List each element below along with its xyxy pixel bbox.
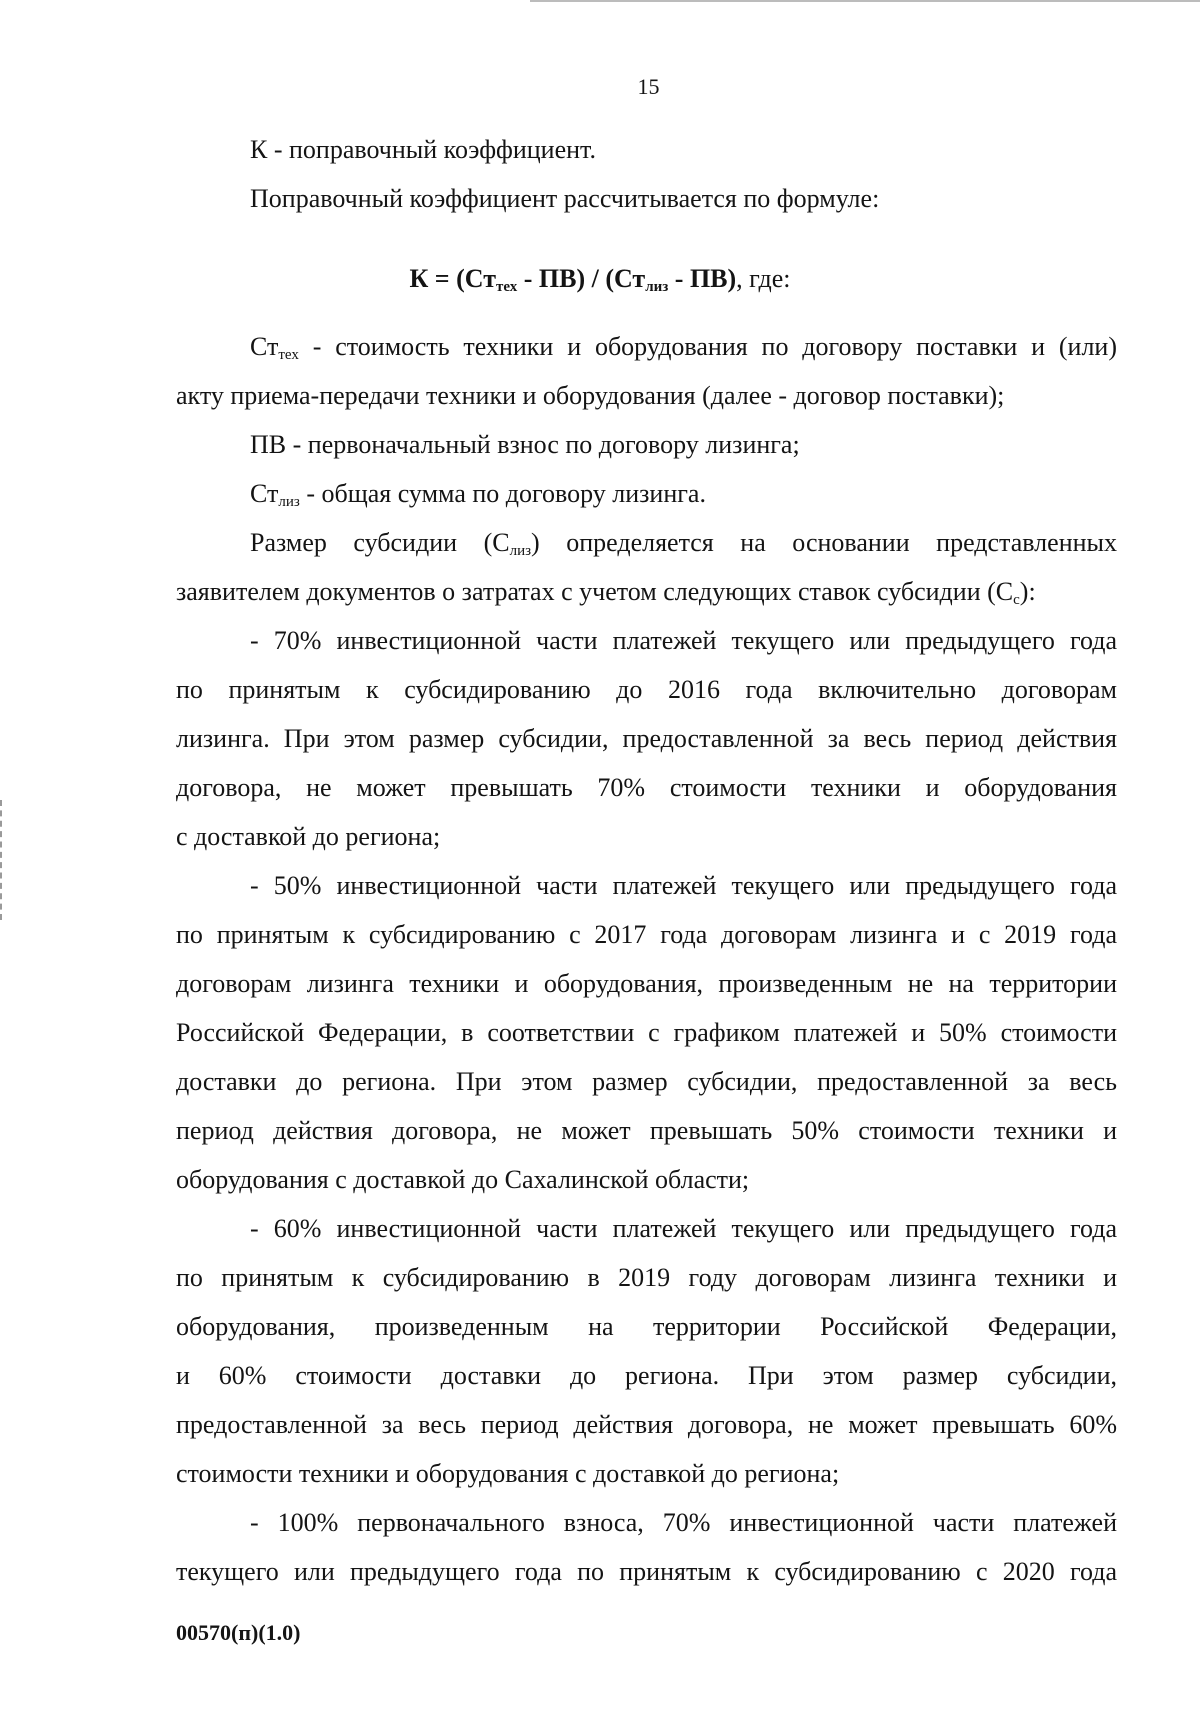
p60-line-5: предоставленной за весь период действия договора, не может превышать 60% <box>176 1410 1117 1439</box>
ct-tex-definition-text: - стоимость техники и оборудования по договору поставки и (или) <box>298 332 1117 361</box>
p50-line-5: доставки до региона. При этом размер субсидии, предоставленной за весь <box>176 1067 1117 1096</box>
subsidy-line-2 <box>176 577 1117 608</box>
ct-tex-subscript: тех <box>278 347 299 363</box>
p50-line-1: - 50% инвестиционной части платежей текущего или предыдущего года <box>250 871 1117 900</box>
subsidy-line-2-a: заявителем документов о затратах с учетом следующих ставок субсидии (С <box>176 577 1014 606</box>
formula-part-mid1: - ПВ) / (Ст <box>517 264 646 293</box>
formula-part-k-eq: К = (Ст <box>409 264 496 293</box>
k-definition: К - поправочный коэффициент. <box>250 135 596 164</box>
subsidy-line-1-a: Размер субсидии (С <box>250 528 510 557</box>
subsidy-line-1-b: ) определяется на основании представленных <box>531 528 1117 557</box>
p60-line-3: оборудования, произведенным на территории Российской Федерации, <box>176 1312 1117 1341</box>
subsidy-liz-subscript: лиз <box>509 543 532 559</box>
ct-symbol: Ст <box>250 479 279 508</box>
p70-line-2: по принятым к субсидированию до 2016 года включительно договорам <box>176 675 1117 704</box>
scan-edge-line <box>530 0 1200 2</box>
p70-line-5: с доставкой до региона; <box>176 822 441 851</box>
document-code: 00570(п)(1.0) <box>176 1620 301 1645</box>
scan-edge-marks <box>0 800 5 920</box>
p100-line-1: - 100% первоначального взноса, 70% инвестиционной части платежей <box>250 1508 1117 1537</box>
p50-line-3: договорам лизинга техники и оборудования, произведенным не на территории <box>176 969 1117 998</box>
k-formula <box>0 264 1200 295</box>
formula-subscript-liz: лиз <box>645 279 669 295</box>
page-number: 15 <box>637 74 660 99</box>
p60-line-4: и 60% стоимости доставки до региона. При этом размер субсидии, <box>176 1361 1117 1390</box>
p70-line-3: лизинга. При этом размер субсидии, предоставленной за весь период действия <box>176 724 1117 753</box>
p60-line-6: стоимости техники и оборудования с доставкой до региона; <box>176 1459 840 1488</box>
p70-line-4: договора, не может превышать 70% стоимости техники и оборудования <box>176 773 1117 802</box>
p70-line-1: - 70% инвестиционной части платежей текущего или предыдущего года <box>250 626 1117 655</box>
ct-liz-definition-text: - общая сумма по договору лизинга. <box>299 479 706 508</box>
p50-line-6: период действия договора, не может превышать 50% стоимости техники и <box>176 1116 1117 1145</box>
ct-tex-definition-line-2: акту приема-передачи техники и оборудования (далее - договор поставки); <box>176 381 1005 410</box>
p60-line-2: по принятым к субсидированию в 2019 году договорам лизинга техники и <box>176 1263 1117 1292</box>
ct-liz-definition <box>176 479 1117 510</box>
p60-line-1: - 60% инвестиционной части платежей текущего или предыдущего года <box>250 1214 1117 1243</box>
subsidy-line-1 <box>176 528 1117 559</box>
k-formula-intro: Поправочный коэффициент рассчитывается по формуле: <box>250 184 880 213</box>
p50-line-7: оборудования с доставкой до Сахалинской области; <box>176 1165 750 1194</box>
ct-symbol: Ст <box>250 332 279 361</box>
subsidy-c-subscript: с <box>1013 592 1020 608</box>
p100-line-2: текущего или предыдущего года по принятым к субсидированию с 2020 года <box>176 1557 1117 1586</box>
ct-liz-subscript: лиз <box>278 494 300 510</box>
ct-tex-definition-line-1 <box>176 332 1117 363</box>
subsidy-line-2-b: ): <box>1019 577 1036 606</box>
formula-suffix: , где: <box>736 264 791 293</box>
formula-subscript-tex: тех <box>495 279 518 295</box>
p50-line-2: по принятым к субсидированию с 2017 года договорам лизинга и с 2019 года <box>176 920 1117 949</box>
pv-definition: ПВ - первоначальный взнос по договору лизинга; <box>250 430 800 459</box>
formula-part-mid2: - ПВ) <box>668 264 737 293</box>
p50-line-4: Российской Федерации, в соответствии с графиком платежей и 50% стоимости <box>176 1018 1117 1047</box>
